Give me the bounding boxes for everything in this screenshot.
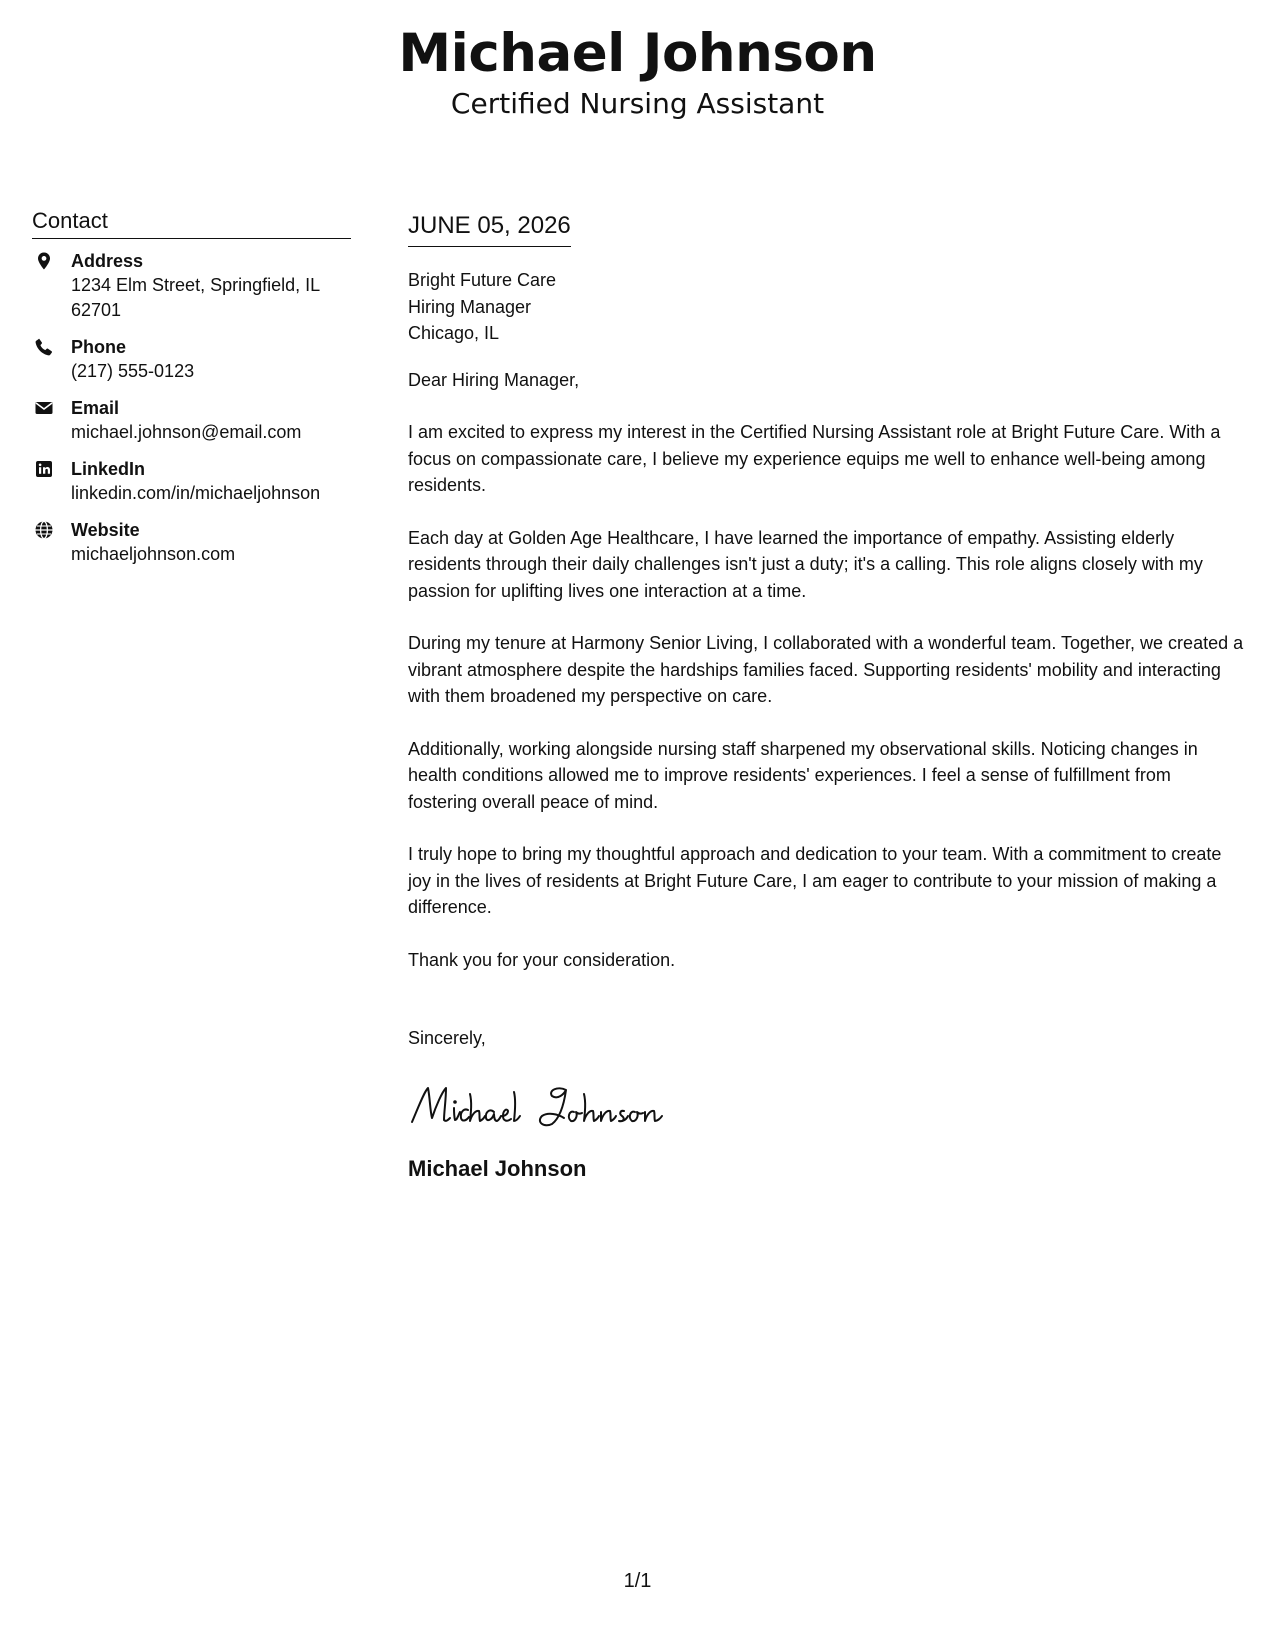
contact-sidebar: [32, 206, 351, 579]
letter-paragraph: Additionally, working alongside nursing staff sharpened my observational skills. Noticing changes in health conditions allowed me to improve residents' experiences. I feel a sense of fulfillment from fostering overall peace of mind.: [408, 738, 1198, 812]
letter-paragraph: I am excited to express my interest in the Certified Nursing Assistant role at Bright Future Care. With a focus on compassionate care, I believe my experience equips me well to enhance well-being among residents.: [408, 422, 1221, 495]
contact-website: [32, 518, 351, 567]
contact-label: LinkedIn: [71, 459, 146, 479]
letter-header: [0, 22, 1275, 122]
linkedin-icon: [34, 459, 54, 479]
phone-icon: [34, 337, 54, 357]
applicant-name: Michael Johnson: [398, 23, 877, 84]
contact-phone: [32, 335, 351, 384]
contact-label: Website: [71, 520, 140, 540]
signer-name: Michael Johnson: [408, 1155, 587, 1181]
envelope-icon: [34, 398, 54, 418]
contact-label: Phone: [71, 337, 127, 357]
contact-value: linkedin.com/in/michaeljohnson: [71, 483, 321, 503]
contact-value: michael.johnson@email.com: [71, 422, 302, 442]
contact-linkedin: [32, 457, 351, 506]
map-pin-icon: [34, 251, 54, 271]
letter-body: [408, 210, 1244, 1184]
globe-icon: [34, 520, 54, 540]
recipient-location: Chicago, IL: [408, 323, 500, 343]
handwritten-signature: [408, 1078, 1244, 1130]
recipient-block: [408, 267, 1244, 347]
contact-list: [32, 249, 351, 567]
salutation: Dear Hiring Manager,: [408, 369, 580, 390]
contact-heading: Contact: [32, 206, 351, 239]
contact-label: Address: [71, 251, 144, 271]
letter-paragraph: Thank you for your consideration.: [408, 949, 676, 970]
letter-date: JUNE 05, 2026: [408, 210, 571, 247]
contact-value: 1234 Elm Street, Springfield, IL 62701: [71, 275, 320, 320]
contact-address: [32, 249, 351, 323]
letter-paragraph: During my tenure at Harmony Senior Living, I collaborated with a wonderful team. Together, we created a vibrant atmosphere despite the hardships families faced. Supporting residents' mobility and interacting with them broadened my perspective on care.: [408, 633, 1244, 706]
contact-value: (217) 555-0123: [71, 361, 195, 381]
recipient-company: Bright Future Care: [408, 270, 557, 290]
letter-paragraph: Each day at Golden Age Healthcare, I have learned the importance of empathy. Assisting elderly residents through their daily challenges isn't just a duty; it's a calling. This role aligns closely with my passion for uplifting lives one interaction at a time.: [408, 527, 1203, 601]
recipient-title: Hiring Manager: [408, 296, 532, 317]
letter-paragraph: I truly hope to bring my thoughtful approach and dedication to your team. With a commitment to create joy in the lives of residents at Bright Future Care, I am eager to contribute to your mission of making a difference.: [408, 844, 1222, 917]
contact-email: [32, 396, 351, 445]
closing: Sincerely,: [408, 1028, 486, 1048]
applicant-role: Certified Nursing Assistant: [450, 87, 825, 120]
contact-label: Email: [71, 398, 120, 418]
contact-value: michaeljohnson.com: [71, 544, 236, 564]
page-number: 1/1: [623, 1570, 652, 1592]
